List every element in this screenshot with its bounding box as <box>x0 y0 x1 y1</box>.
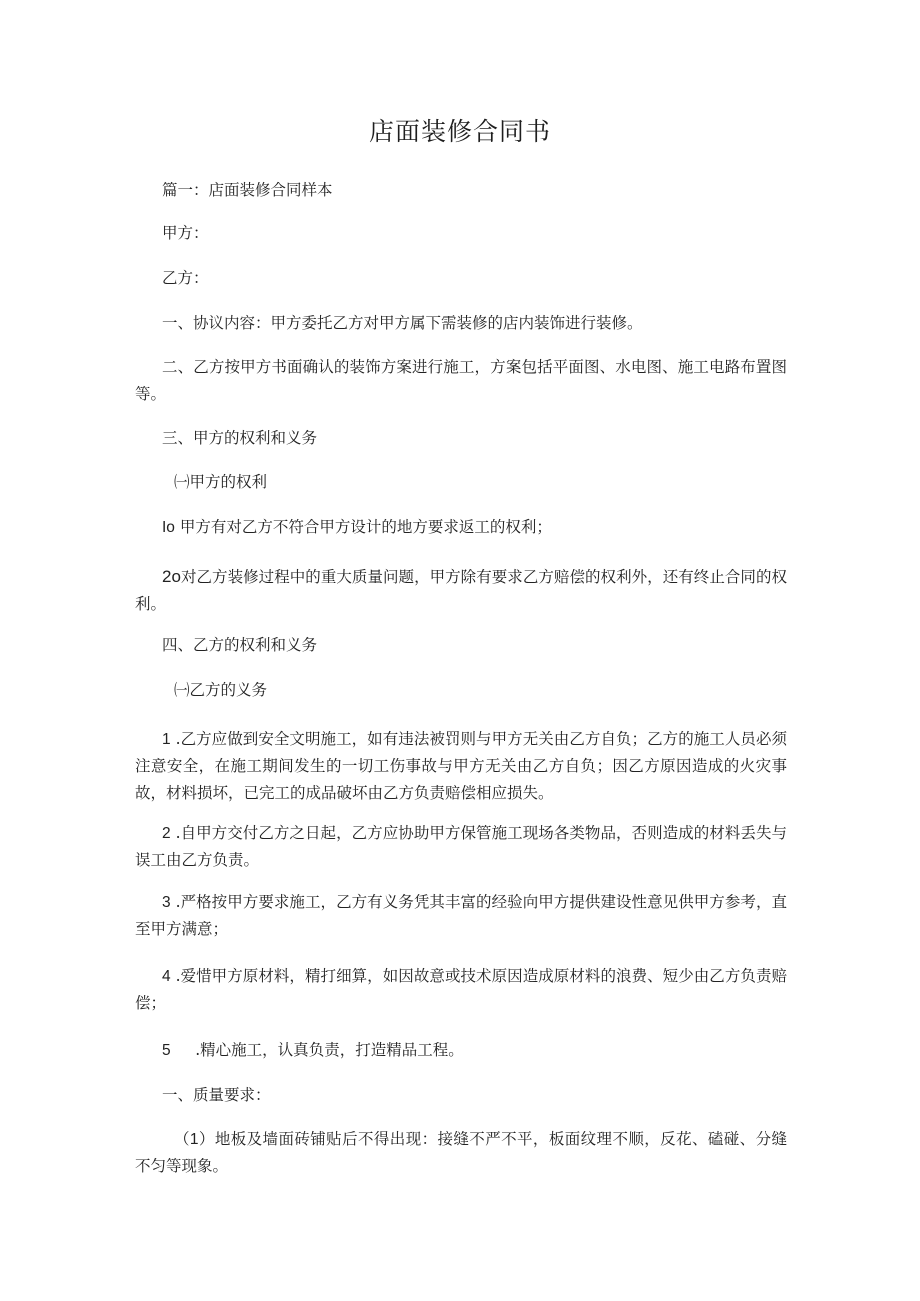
item-number: 1 <box>162 731 171 748</box>
clause-3-heading: 三、甲方的权利和义务 <box>162 429 318 447</box>
clause-3-sub-heading: ㈠甲方的权利 <box>174 473 268 491</box>
item-number: （1） <box>174 1131 215 1148</box>
clause-4-item-4 <box>135 963 787 1017</box>
item-text: 甲方有对乙方不符合甲方设计的地方要求返工的权利； <box>174 518 552 536</box>
item-text: 对乙方装修过程中的重大质量问题，甲方除有要求乙方赔偿的权利外，还有终止合同的权利。 <box>135 568 787 613</box>
quality-item-1 <box>135 1126 787 1180</box>
chapter-heading: 篇一：店面装修合同样本 <box>162 181 333 199</box>
clause-4-heading: 四、乙方的权利和义务 <box>162 636 318 654</box>
clause-4-item-3 <box>135 889 787 943</box>
item-number: 2o <box>162 567 181 586</box>
item-number: 2 <box>162 825 171 842</box>
item-number: 5 <box>162 1042 171 1059</box>
party-b-line: 乙方： <box>162 269 209 287</box>
item-text: .爱惜甲方原材料，精打细算，如因故意或技术原因造成原材料的浪费、短少由乙方负责赔偿； <box>135 967 787 1012</box>
item-text: .乙方应做到安全文明施工，如有违法被罚则与甲方无关由乙方自负；乙方的施工人员必须注意安全，在施工期间发生的一切工伤事故与甲方无关由乙方自负；因乙方原因造成的火灾事故，材料损坏，已完工的成品破坏由乙方负责赔偿相应损失。 <box>135 730 787 802</box>
item-number: Io <box>162 519 175 536</box>
document-title: 店面装修合同书 <box>368 117 551 146</box>
clause-4-sub-heading: ㈠乙方的义务 <box>174 681 268 699</box>
item-text: .严格按甲方要求施工，乙方有义务凭其丰富的经验向甲方提供建设性意见供甲方参考，直至甲方满意； <box>135 893 787 938</box>
clause-1: 一、协议内容：甲方委托乙方对甲方属下需装修的店内装饰进行装修。 <box>162 314 643 332</box>
clause-4-item-2 <box>135 820 787 874</box>
item-text: 地板及墙面砖铺贴后不得出现：接缝不严不平，板面纹理不顺，反花、磕碰、分缝不匀等现象。 <box>135 1130 787 1175</box>
clause-2: 二、乙方按甲方书面确认的装饰方案进行施工，方案包括平面图、水电图、施工电路布置图等。 <box>135 358 787 403</box>
clause-4-item-1 <box>135 726 787 807</box>
quality-heading: 一、质量要求： <box>162 1086 271 1104</box>
item-number: 3 <box>162 894 171 911</box>
item-number: 4 <box>162 968 171 985</box>
item-text: .自甲方交付乙方之日起，乙方应协助甲方保管施工现场各类物品，否则造成的材料丢失与误工由乙方负责。 <box>135 824 787 869</box>
clause-3-item-1 <box>135 514 787 541</box>
item-text: .精心施工，认真负责，打造精品工程。 <box>170 1041 464 1059</box>
clause-3-item-2 <box>135 563 787 618</box>
party-a-line: 甲方： <box>162 224 209 242</box>
clause-4-item-5 <box>135 1037 787 1064</box>
